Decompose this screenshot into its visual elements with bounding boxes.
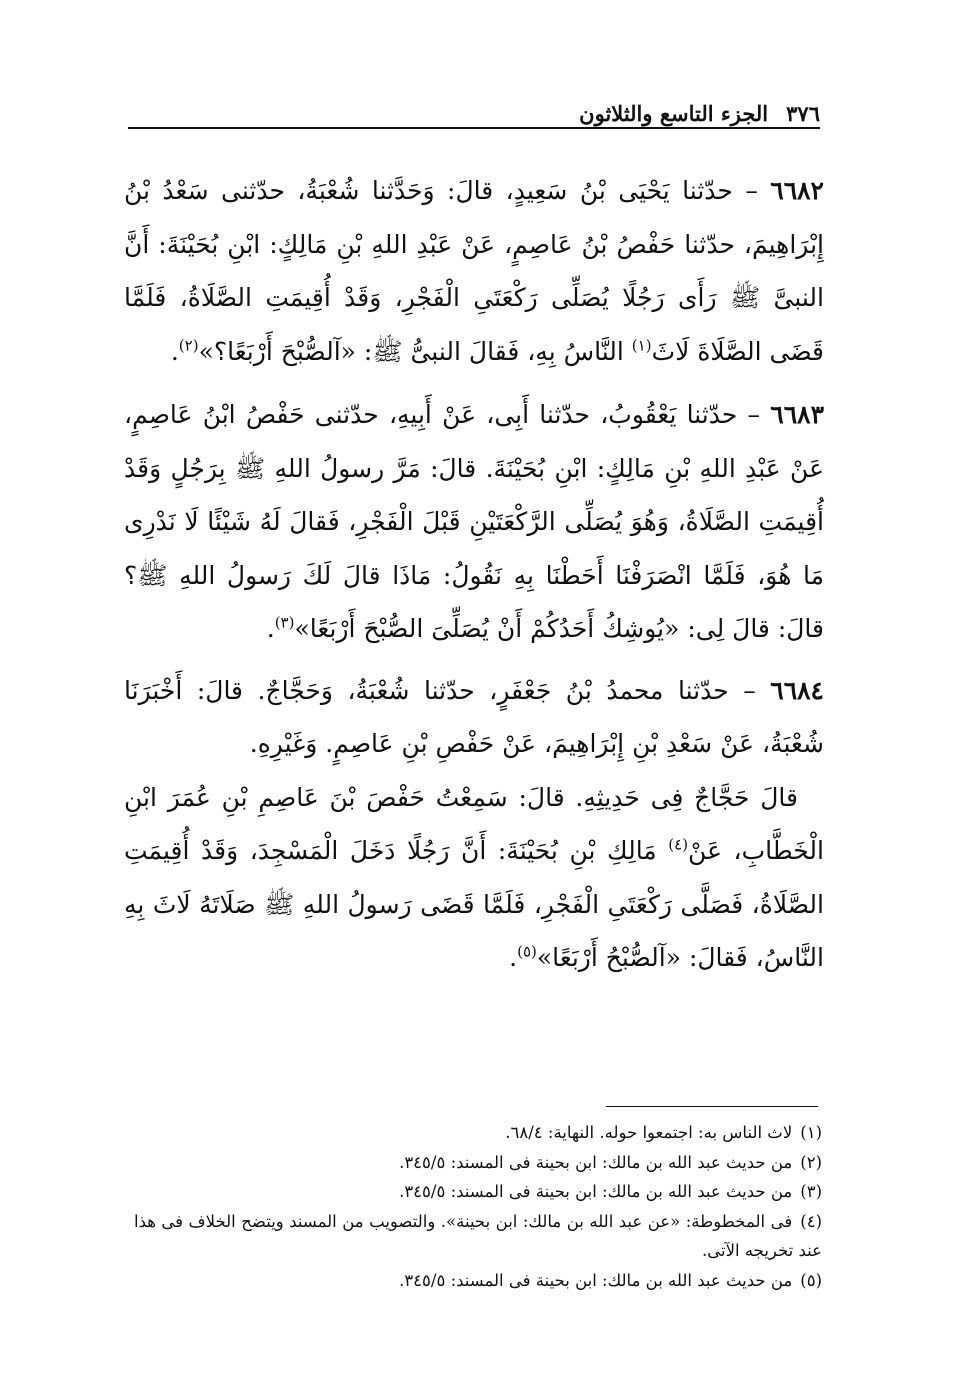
footnote-item: [134, 1148, 822, 1178]
hadith-text: حدّثنا يَحْيَى بْنُ سَعِيدٍ، قالَ: وَحَدَّثنا شُعْبَةُ، حدّثنى سَعْدُ بْنُ إِبْرَاهِيمَ، حدّثنا حَفْصُ بْنُ عَاصِمٍ، عَنْ عَبْدِ اللهِ بْنِ مَالِكٍ: ابْنِ بُحَيْنَةَ: أَنَّ النبىَّ ﷺ رَأَى رَجُلًا يُصَلِّى رَكْعَتَىِ الْفَجْرِ، وَقَدْ أُقِيمَتِ الصَّلَاةُ، فَلَمَّا قَضَى الصَّلَاةَ لَاثَ: [124, 176, 824, 366]
footnote-ref: (٥): [517, 942, 537, 961]
hadith-text-cont: النَّاسُ بِهِ، فَقالَ النبىُّ ﷺ: «آلصُّبْحَ أَرْبَعًا؟»: [198, 336, 624, 366]
hadith-end: .: [266, 614, 275, 643]
hadith-6684: ٦٦٨٤ – حدّثنا محمدُ بْنُ جَعْفَرٍ، حدّثنا شُعْبَةُ، وَحَجَّاجٌ. قالَ: أَخْبَرَنَا شُعْبَةُ، عَنْ سَعْدِ بْنِ إِبْرَاهِيمَ، عَنْ حَفْصِ بْنِ عَاصِمٍ. وَغَيْرِهِ.: [124, 675, 824, 758]
hadith-number: ٦٦٨٢: [770, 176, 824, 205]
hadith-text: حدّثنا يَعْقُوبُ، حدّثنا أَبِى، عَنْ أَبِيهِ، حدّثنى حَفْصُ ابْنُ عَاصِمٍ، عَنْ عَبْدِ اللهِ بْنِ مَالِكٍ: ابْنِ بُحَيْنَةَ. قالَ: مَرَّ رسولُ اللهِ ﷺ بِرَجُلٍ وَقَدْ أُقِيمَتِ الصَّلَاةُ، وَهُوَ يُصَلِّى الرَّكْعَتَيْنِ قَبْلَ الْفَجْرِ، فَقالَ لَهُ شَيْئًا لَا نَدْرِى مَا هُوَ، فَلَمَّا انْصَرَفْنَا أَحَطْنَا بِهِ نَقُولُ: مَاذَا قالَ لَكَ رَسولُ اللهِ ﷺ؟ قالَ: قالَ لِى: «يُوشِكُ أَحَدُكُمْ أَنْ يُصَلِّىَ الصُّبْحَ أَرْبَعًا»: [124, 400, 824, 643]
footnote-text: فى المخطوطة: «عن عبد الله بن مالك: ابن بحينة». والتصويب من المسند ويتضح الخلاف فى هذا عند تخريجه الآتى.: [134, 1211, 822, 1260]
footnote-number: (٣): [800, 1182, 822, 1201]
footnotes: [134, 1118, 822, 1295]
footnote-ref: (١): [631, 336, 652, 355]
hadith-text: قالَ حَجَّاجٌ فِى حَدِيثِهِ. قالَ: سَمِعْتُ حَفْصَ بْنَ عَاصِمِ بْنِ عُمَرَ ابْنِ الْخَطَّابِ، عَنْ: [124, 782, 824, 865]
hadith-end: .: [170, 336, 179, 366]
page-header-title: الجزء التاسع والثلاثون: [579, 101, 769, 126]
footnote-rule: [606, 1106, 818, 1107]
footnote-number: (٥): [800, 1270, 822, 1290]
footnote-item: [134, 1266, 822, 1296]
header-rule: [128, 127, 820, 129]
hadith-number: ٦٦٨٣: [770, 400, 824, 429]
footnote-ref: (٢): [178, 336, 199, 355]
footnote-text: من حديث عبد الله بن مالك: ابن بحينة فى المسند: ٣٤٥/٥.: [399, 1270, 793, 1290]
page-header: [128, 86, 820, 126]
hadith-text-cont: مَالِكِ بْنِ بُحَيْنَةَ: أَنَّ رَجُلًا دَخَلَ الْمَسْجِدَ، وَقَدْ أُقِيمَتِ الصَّلَاةُ، فَصَلَّى رَكْعَتَىِ الْفَجْرِ، فَلَمَّا قَضَى رَسولُ اللهِ ﷺ صَلَاتَهُ لَاثَ بِهِ النَّاسُ، فَقالَ: «آلصُّبْحُ أَرْبَعًا»: [124, 836, 824, 972]
footnote-item: [134, 1207, 822, 1266]
hadith-6684-continuation: [124, 771, 824, 985]
page-number: ٣٧٦: [786, 101, 820, 126]
hadith-number: ٦٦٨٤: [770, 675, 824, 705]
main-text: [124, 164, 824, 985]
footnote-number: (٢): [800, 1152, 822, 1172]
footnote-number: (٤): [800, 1211, 822, 1231]
hadith-text: حدّثنا محمدُ بْنُ جَعْفَرٍ، حدّثنا شُعْبَةُ، وَحَجَّاجٌ. قالَ: أَخْبَرَنَا شُعْبَةُ، عَنْ سَعْدِ بْنِ إِبْرَاهِيمَ، عَنْ حَفْصِ بْنِ عَاصِمٍ. وَغَيْرِهِ.: [124, 675, 824, 758]
footnote-number: (١): [800, 1123, 822, 1142]
hadith-6683: ٦٦٨٣ – حدّثنا يَعْقُوبُ، حدّثنا أَبِى، عَنْ أَبِيهِ، حدّثنى حَفْصُ ابْنُ عَاصِمٍ، عَنْ عَبْدِ اللهِ بْنِ مَالِكٍ: ابْنِ بُحَيْنَةَ. قالَ: مَرَّ رسولُ اللهِ ﷺ بِرَجُلٍ وَقَدْ أُقِيمَتِ الصَّلَاةُ، وَهُوَ يُصَلِّى الرَّكْعَتَيْنِ قَبْلَ الْفَجْرِ، فَقالَ لَهُ شَيْئًا لَا نَدْرِى مَا هُوَ، فَلَمَّا انْصَرَفْنَا أَحَطْنَا بِهِ نَقُولُ: مَاذَا قالَ لَكَ رَسولُ اللهِ ﷺ؟ قالَ: قالَ لِى: «يُوشِكُ أَحَدُكُمْ أَنْ يُصَلِّىَ الصُّبْحَ أَرْبَعًا»$^{(٣)}$.: [124, 400, 824, 643]
footnote-text: من حديث عبد الله بن مالك: ابن بحينة فى المسند: ٣٤٥/٥.: [399, 1152, 793, 1172]
hadith-6682: ٦٦٨٢ – حدّثنا يَحْيَى بْنُ سَعِيدٍ، قالَ: وَحَدَّثنا شُعْبَةُ، حدّثنى سَعْدُ بْنُ إِبْرَاهِيمَ، حدّثنا حَفْصُ بْنُ عَاصِمٍ، عَنْ عَبْدِ اللهِ بْنِ مَالِكٍ: ابْنِ بُحَيْنَةَ: أَنَّ النبىَّ ﷺ رَأَى رَجُلًا يُصَلِّى رَكْعَتَىِ الْفَجْرِ، وَقَدْ أُقِيمَتِ الصَّلَاةُ، فَلَمَّا قَضَى الصَّلَاةَ لَاثَ$^{(١)}$ النَّاسُ بِهِ، فَقالَ النبىُّ ﷺ: «آلصُّبْحَ أَرْبَعًا؟»$^{(٢)}$.: [124, 176, 824, 366]
footnote-ref: (٤): [668, 835, 689, 854]
footnote-ref: (٣): [274, 613, 295, 632]
footnote-item: [134, 1118, 822, 1148]
footnote-text: من حديث عبد الله بن مالك: ابن بحينة فى المسند: ٣٤٥/٥.: [399, 1182, 793, 1201]
hadith-end: .: [509, 943, 518, 972]
footnote-item: [134, 1177, 822, 1207]
footnote-text: لاث الناس به: اجتمعوا حوله. النهاية: ٦٨/٤.: [505, 1123, 793, 1142]
